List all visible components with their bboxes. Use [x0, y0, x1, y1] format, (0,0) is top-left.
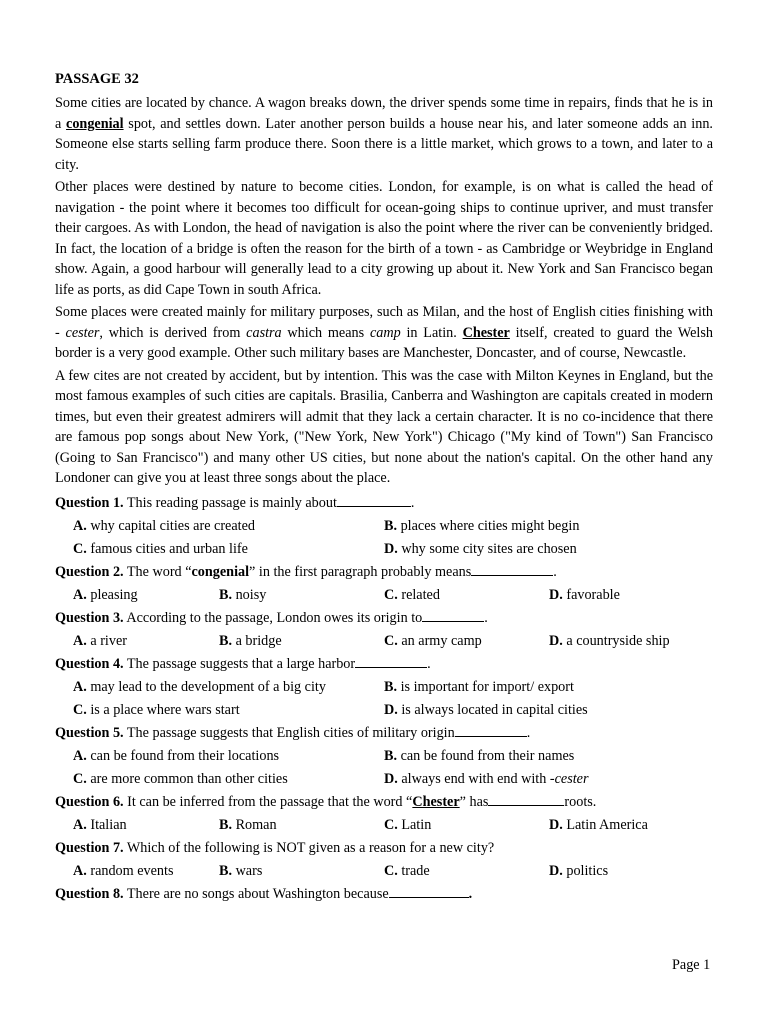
option-b[interactable] [384, 746, 574, 766]
option-b[interactable] [384, 516, 579, 536]
italic-term: castra [246, 324, 282, 341]
answer-blank [471, 563, 553, 576]
option-text: politics [566, 862, 609, 879]
question-label: Question 8. [55, 885, 124, 902]
question-label: Question 6. [55, 793, 124, 810]
question-end: . [410, 494, 415, 511]
paragraph-text: itself, created to guard the Welsh border is a very good example. Other such military bases are Manchester, Doncaster, and of course, Newcastle. [55, 324, 713, 361]
answer-blank [389, 885, 469, 898]
paragraph-text: Some places were created mainly for military purposes, such as Milan, and the host of English cities finishing with - [55, 304, 713, 341]
option-b[interactable] [219, 815, 277, 835]
question-text: The passage suggests that a large harbor [123, 655, 356, 672]
italic-term: camp [369, 324, 401, 341]
question-end: . [468, 885, 473, 902]
option-letter: D. [549, 816, 563, 833]
question-label: Question 5. [55, 724, 124, 741]
option-d[interactable] [549, 631, 670, 651]
option-text: favorable [566, 586, 620, 603]
option-letter: A. [73, 586, 87, 603]
option-c[interactable] [384, 815, 431, 835]
option-text: an army camp [401, 632, 482, 649]
option-letter: A. [73, 632, 87, 649]
question-1 [55, 493, 713, 516]
paragraph-text: spot, and settles down. Later another person builds a house near his, and later someone adds an inn. Someone else starts selling farm produce there. Soon there is a little market, which grows to a town, and later to a city. [55, 115, 713, 173]
question-5 [55, 723, 713, 746]
question-6 [55, 792, 713, 815]
question-label: Question 3. [55, 609, 124, 626]
question-end: . [526, 724, 531, 741]
paragraph-2: Other places were destined by nature to become cities. London, for example, is on what is called the head of navigation - the point where it becomes too difficult for ocean-going ships to continue upriver, and must transfer their cargoes. As with London, the head of navigation is also the point where the river can be conveniently bridged. In fact, the location of a bridge is often the reason for the birth of a town - as Cambridge or Weybridge in England show. Again, a good harbour will generally lead to a city growing up about it. New York and San Francisco began life as ports, as did Cape Town in south Africa. [55, 179, 713, 298]
option-d[interactable] [549, 861, 608, 881]
option-c[interactable] [73, 700, 240, 720]
option-text: are more common than other cities [90, 770, 288, 787]
option-a[interactable] [73, 815, 127, 835]
option-text: always end with end with [401, 770, 550, 787]
paragraph-text: Some cities are located by chance. A wagon breaks down, the driver spends some time in repairs, finds that he is in a [55, 95, 713, 132]
option-a[interactable] [73, 861, 173, 881]
passage-title: PASSAGE 32 [55, 71, 139, 87]
option-text: places where cities might begin [400, 517, 580, 534]
option-c[interactable] [73, 539, 248, 559]
question-7-options [55, 861, 713, 884]
option-letter: A. [73, 816, 87, 833]
option-letter: C. [384, 862, 398, 879]
option-text: famous cities and urban life [90, 540, 248, 557]
option-text: why capital cities are created [90, 517, 255, 534]
question-text: There are no songs about Washington because [123, 885, 389, 902]
answer-blank [337, 494, 411, 507]
question-4-options-row-1 [55, 677, 713, 700]
question-text: The passage suggests that English cities of military origin [123, 724, 455, 741]
option-a[interactable] [73, 631, 127, 651]
question-text: Which of the following is NOT given as a reason for a new city? [123, 839, 495, 856]
option-text: may lead to the development of a big city [90, 678, 326, 695]
option-b[interactable] [219, 631, 282, 651]
answer-blank [355, 655, 427, 668]
option-b[interactable] [219, 585, 266, 605]
question-end: . [553, 563, 557, 580]
option-letter: C. [384, 632, 398, 649]
option-letter: C. [73, 701, 87, 718]
question-label: Question 1. [55, 494, 124, 511]
question-end: . [427, 655, 431, 672]
question-text: It can be inferred from the passage that the word “ [123, 793, 413, 810]
option-text: is always located in capital cities [401, 701, 588, 718]
option-a[interactable] [73, 585, 138, 605]
question-end: . [484, 609, 488, 626]
option-c[interactable] [384, 585, 440, 605]
option-text: noisy [235, 586, 267, 603]
option-text: a river [90, 632, 127, 649]
option-text: Latin [401, 816, 432, 833]
option-text: can be found from their locations [90, 747, 280, 764]
option-letter: B. [219, 862, 233, 879]
option-letter: A. [73, 517, 87, 534]
option-b[interactable] [219, 861, 262, 881]
option-text: Italian [90, 816, 127, 833]
option-letter: D. [549, 586, 563, 603]
option-c[interactable] [73, 769, 288, 789]
option-letter: A. [73, 678, 87, 695]
option-letter: B. [219, 632, 233, 649]
option-letter: C. [73, 540, 87, 557]
option-text: random events [90, 862, 174, 879]
option-text: Roman [235, 816, 277, 833]
option-c[interactable] [384, 861, 430, 881]
question-text: According to the passage, London owes its origin to [123, 609, 423, 626]
option-text: why some city sites are chosen [401, 540, 577, 557]
question-2-options [55, 585, 713, 608]
option-letter: B. [219, 816, 233, 833]
option-letter: A. [73, 747, 87, 764]
option-letter: B. [384, 517, 398, 534]
highlighted-word-congenial: congenial [66, 115, 124, 132]
option-text: trade [401, 862, 430, 879]
option-letter: B. [384, 747, 398, 764]
worksheet-page [55, 70, 713, 907]
option-d[interactable] [549, 585, 620, 605]
option-letter: D. [384, 540, 398, 557]
option-text: wars [235, 862, 263, 879]
answer-blank [455, 724, 527, 737]
question-label: Question 4. [55, 655, 124, 672]
page-number: Page 1 [672, 957, 711, 973]
option-letter: C. [384, 816, 398, 833]
question-text: ” has [459, 793, 489, 810]
option-a[interactable] [73, 746, 279, 766]
option-b[interactable] [384, 677, 574, 697]
option-letter: B. [384, 678, 398, 695]
question-label: Question 7. [55, 839, 124, 856]
question-3-options [55, 631, 713, 654]
question-2 [55, 562, 713, 585]
paragraph-text: which means [281, 324, 370, 341]
highlighted-word-chester: Chester [462, 324, 510, 341]
option-letter: C. [73, 770, 87, 787]
option-text: a countryside ship [566, 632, 670, 649]
option-d[interactable] [384, 539, 577, 559]
answer-blank [488, 793, 564, 806]
paragraph-3 [55, 302, 713, 364]
question-5-options-row-1 [55, 746, 713, 769]
option-letter: A. [73, 862, 87, 879]
question-text: ” in the first paragraph probably means [249, 563, 472, 580]
option-letter: D. [549, 862, 563, 879]
option-text: related [401, 586, 440, 603]
option-d[interactable] [384, 700, 588, 720]
question-8 [55, 884, 713, 907]
option-a[interactable] [73, 516, 255, 536]
option-text: pleasing [90, 586, 138, 603]
question-4-options-row-2 [55, 700, 713, 723]
italic-term: -cester [549, 770, 589, 787]
quoted-word: congenial [191, 563, 250, 580]
quoted-word: Chester [412, 793, 460, 810]
option-letter: D. [384, 770, 398, 787]
option-letter: D. [384, 701, 398, 718]
option-letter: C. [384, 586, 398, 603]
option-d[interactable] [384, 769, 589, 789]
option-text: is a place where wars start [90, 701, 240, 718]
option-d[interactable] [549, 815, 648, 835]
option-c[interactable] [384, 631, 482, 651]
paragraph-4: A few cites are not created by accident, but by intention. This was the case with Milton Keynes in England, but the most famous examples of such cities are capitals. Brasilia, Canberra and Washington are capitals created in modern times, but even their greatest admirers will admit that they lack a certain character. It is no co-incidence that there are famous pop songs about New York, ("New York, New York") Chicago ("My kind of Town") San Francisco (Going to San Francisco") and many other US cities, but none about the nation's capital. On the other hand any Londoner can give you at least three songs about the place. [55, 367, 713, 486]
question-label: Question 2. [55, 563, 124, 580]
question-6-options [55, 815, 713, 838]
question-text: The word “ [123, 563, 192, 580]
option-text: Latin America [566, 816, 648, 833]
option-letter: D. [549, 632, 563, 649]
question-text: This reading passage is mainly about [123, 494, 337, 511]
option-text: a bridge [235, 632, 282, 649]
question-end: roots. [564, 793, 597, 810]
option-text: can be found from their names [400, 747, 575, 764]
paragraph-text: in Latin. [400, 324, 463, 341]
option-text: is important for import/ export [400, 678, 574, 695]
question-3 [55, 608, 713, 631]
answer-blank [422, 609, 484, 622]
question-1-options-row-1 [55, 516, 713, 539]
question-5-options-row-2 [55, 769, 713, 792]
italic-term: cester [65, 324, 100, 341]
paragraph-1 [55, 93, 713, 175]
paragraph-text: , which is derived from [99, 324, 247, 341]
option-letter: B. [219, 586, 233, 603]
question-7 [55, 838, 713, 861]
option-a[interactable] [73, 677, 326, 697]
question-1-options-row-2 [55, 539, 713, 562]
question-4 [55, 654, 713, 677]
